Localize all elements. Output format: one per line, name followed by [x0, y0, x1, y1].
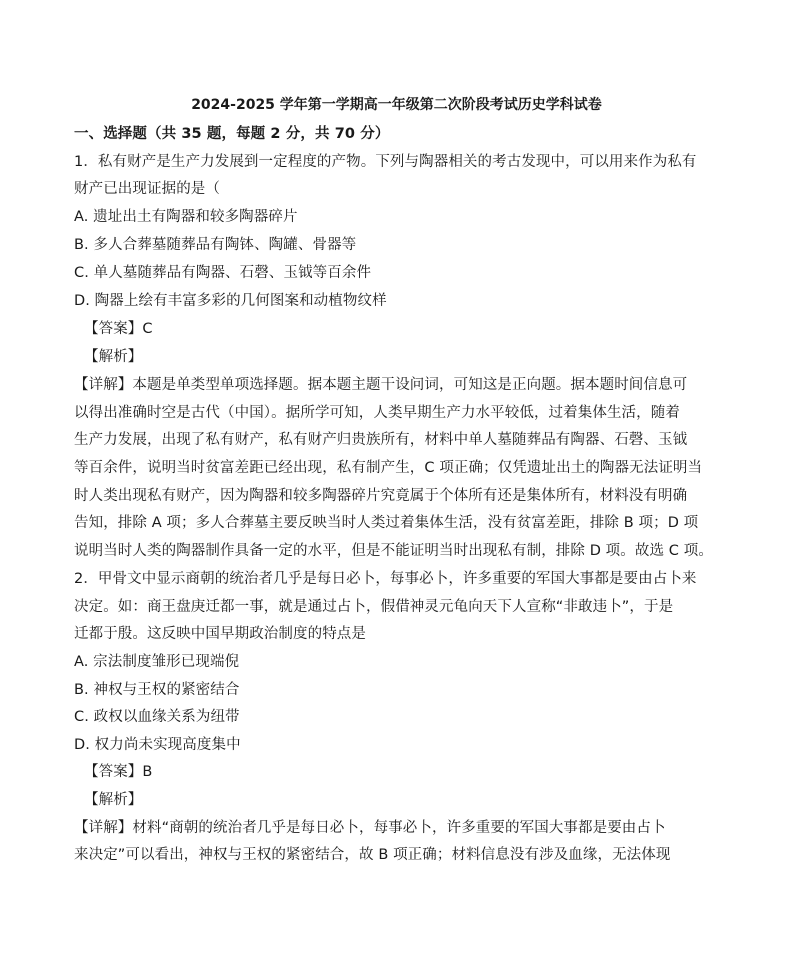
q2-option-a: A. 宗法制度雏形已现端倪 — [74, 654, 240, 670]
q2-stem-line-1: 2．甲骨文中显示商朝的统治者几乎是每日必卜，每事必卜，许多重要的军国大事都是要由占卜来 — [74, 571, 697, 587]
q2-stem-line-3: 迁都于殷。这反映中国早期政治制度的特点是 — [74, 626, 366, 642]
q1-analysis-label: 【解析】 — [84, 349, 143, 365]
q1-detail-line: 时人类出现私有财产，因为陶器和较多陶器碎片究竟属于个体所有还是集体所有，材料没有明确 — [74, 488, 688, 504]
q1-option-b: B. 多人合葬墓随葬品有陶钵、陶罐、骨器等 — [74, 237, 357, 253]
q1-stem-line-1: 1．私有财产是生产力发展到一定程度的产物。下列与陶器相关的考古发现中，可以用来作为私有 — [74, 154, 697, 170]
q1-answer: 【答案】C — [84, 321, 153, 337]
section-header: 一、选择题（共 35 题，每题 2 分，共 70 分） — [74, 126, 390, 142]
q1-detail-line: 以得出准确时空是古代（中国）。据所学可知，人类早期生产力水平较低，过着集体生活，随着 — [74, 405, 680, 421]
q1-detail-line: 生产力发展，出现了私有财产，私有财产归贵族所有，材料中单人墓随葬品有陶器、石磬、玉钺 — [74, 432, 688, 448]
q1-detail-line: 说明当时人类的陶器制作具备一定的水平，但是不能证明当时出现私有制，排除 D 项。故选 C 项。 — [74, 543, 713, 559]
q1-detail-line: 告知，排除 A 项；多人合葬墓主要反映当时人类过着集体生活，没有贫富差距，排除 B 项；D 项 — [74, 515, 699, 531]
q2-option-c: C. 政权以血缘关系为纽带 — [74, 709, 240, 725]
q2-option-d: D. 权力尚未实现高度集中 — [74, 737, 241, 753]
q2-stem-line-2: 决定。如：商王盘庚迁都一事，就是通过占卜，假借神灵元龟向天下人宣称“非敢违卜”，于是 — [74, 599, 674, 615]
q2-analysis-label: 【解析】 — [84, 792, 143, 808]
q1-stem-line-2: 财产已出现证据的是（ — [74, 181, 220, 197]
q2-answer: 【答案】B — [84, 764, 153, 780]
q2-detail-line: 【详解】材料“商朝的统治者几乎是每日必卜，每事必卜，许多重要的军国大事都是要由占卜 — [74, 820, 666, 836]
q1-detail-line: 等百余件，说明当时贫富差距已经出现，私有制产生，C 项正确；仅凭遗址出土的陶器无法证明当 — [74, 460, 703, 476]
q1-option-a: A. 遗址出土有陶器和较多陶器碎片 — [74, 209, 298, 225]
q1-detail-line: 【详解】本题是单类型单项选择题。据本题主题干设问词，可知这是正向题。据本题时间信息可 — [74, 377, 688, 393]
q2-option-b: B. 神权与王权的紧密结合 — [74, 682, 240, 698]
q1-option-d: D. 陶器上绘有丰富多彩的几何图案和动植物纹样 — [74, 293, 387, 309]
q1-option-c: C. 单人墓随葬品有陶器、石磬、玉钺等百余件 — [74, 265, 372, 281]
q2-detail-line: 来决定”可以看出，神权与王权的紧密结合，故 B 项正确；材料信息没有涉及血缘，无法体现 — [74, 847, 671, 863]
exam-title: 2024-2025 学年第一学期高一年级第二次阶段考试历史学科试卷 — [191, 97, 602, 113]
